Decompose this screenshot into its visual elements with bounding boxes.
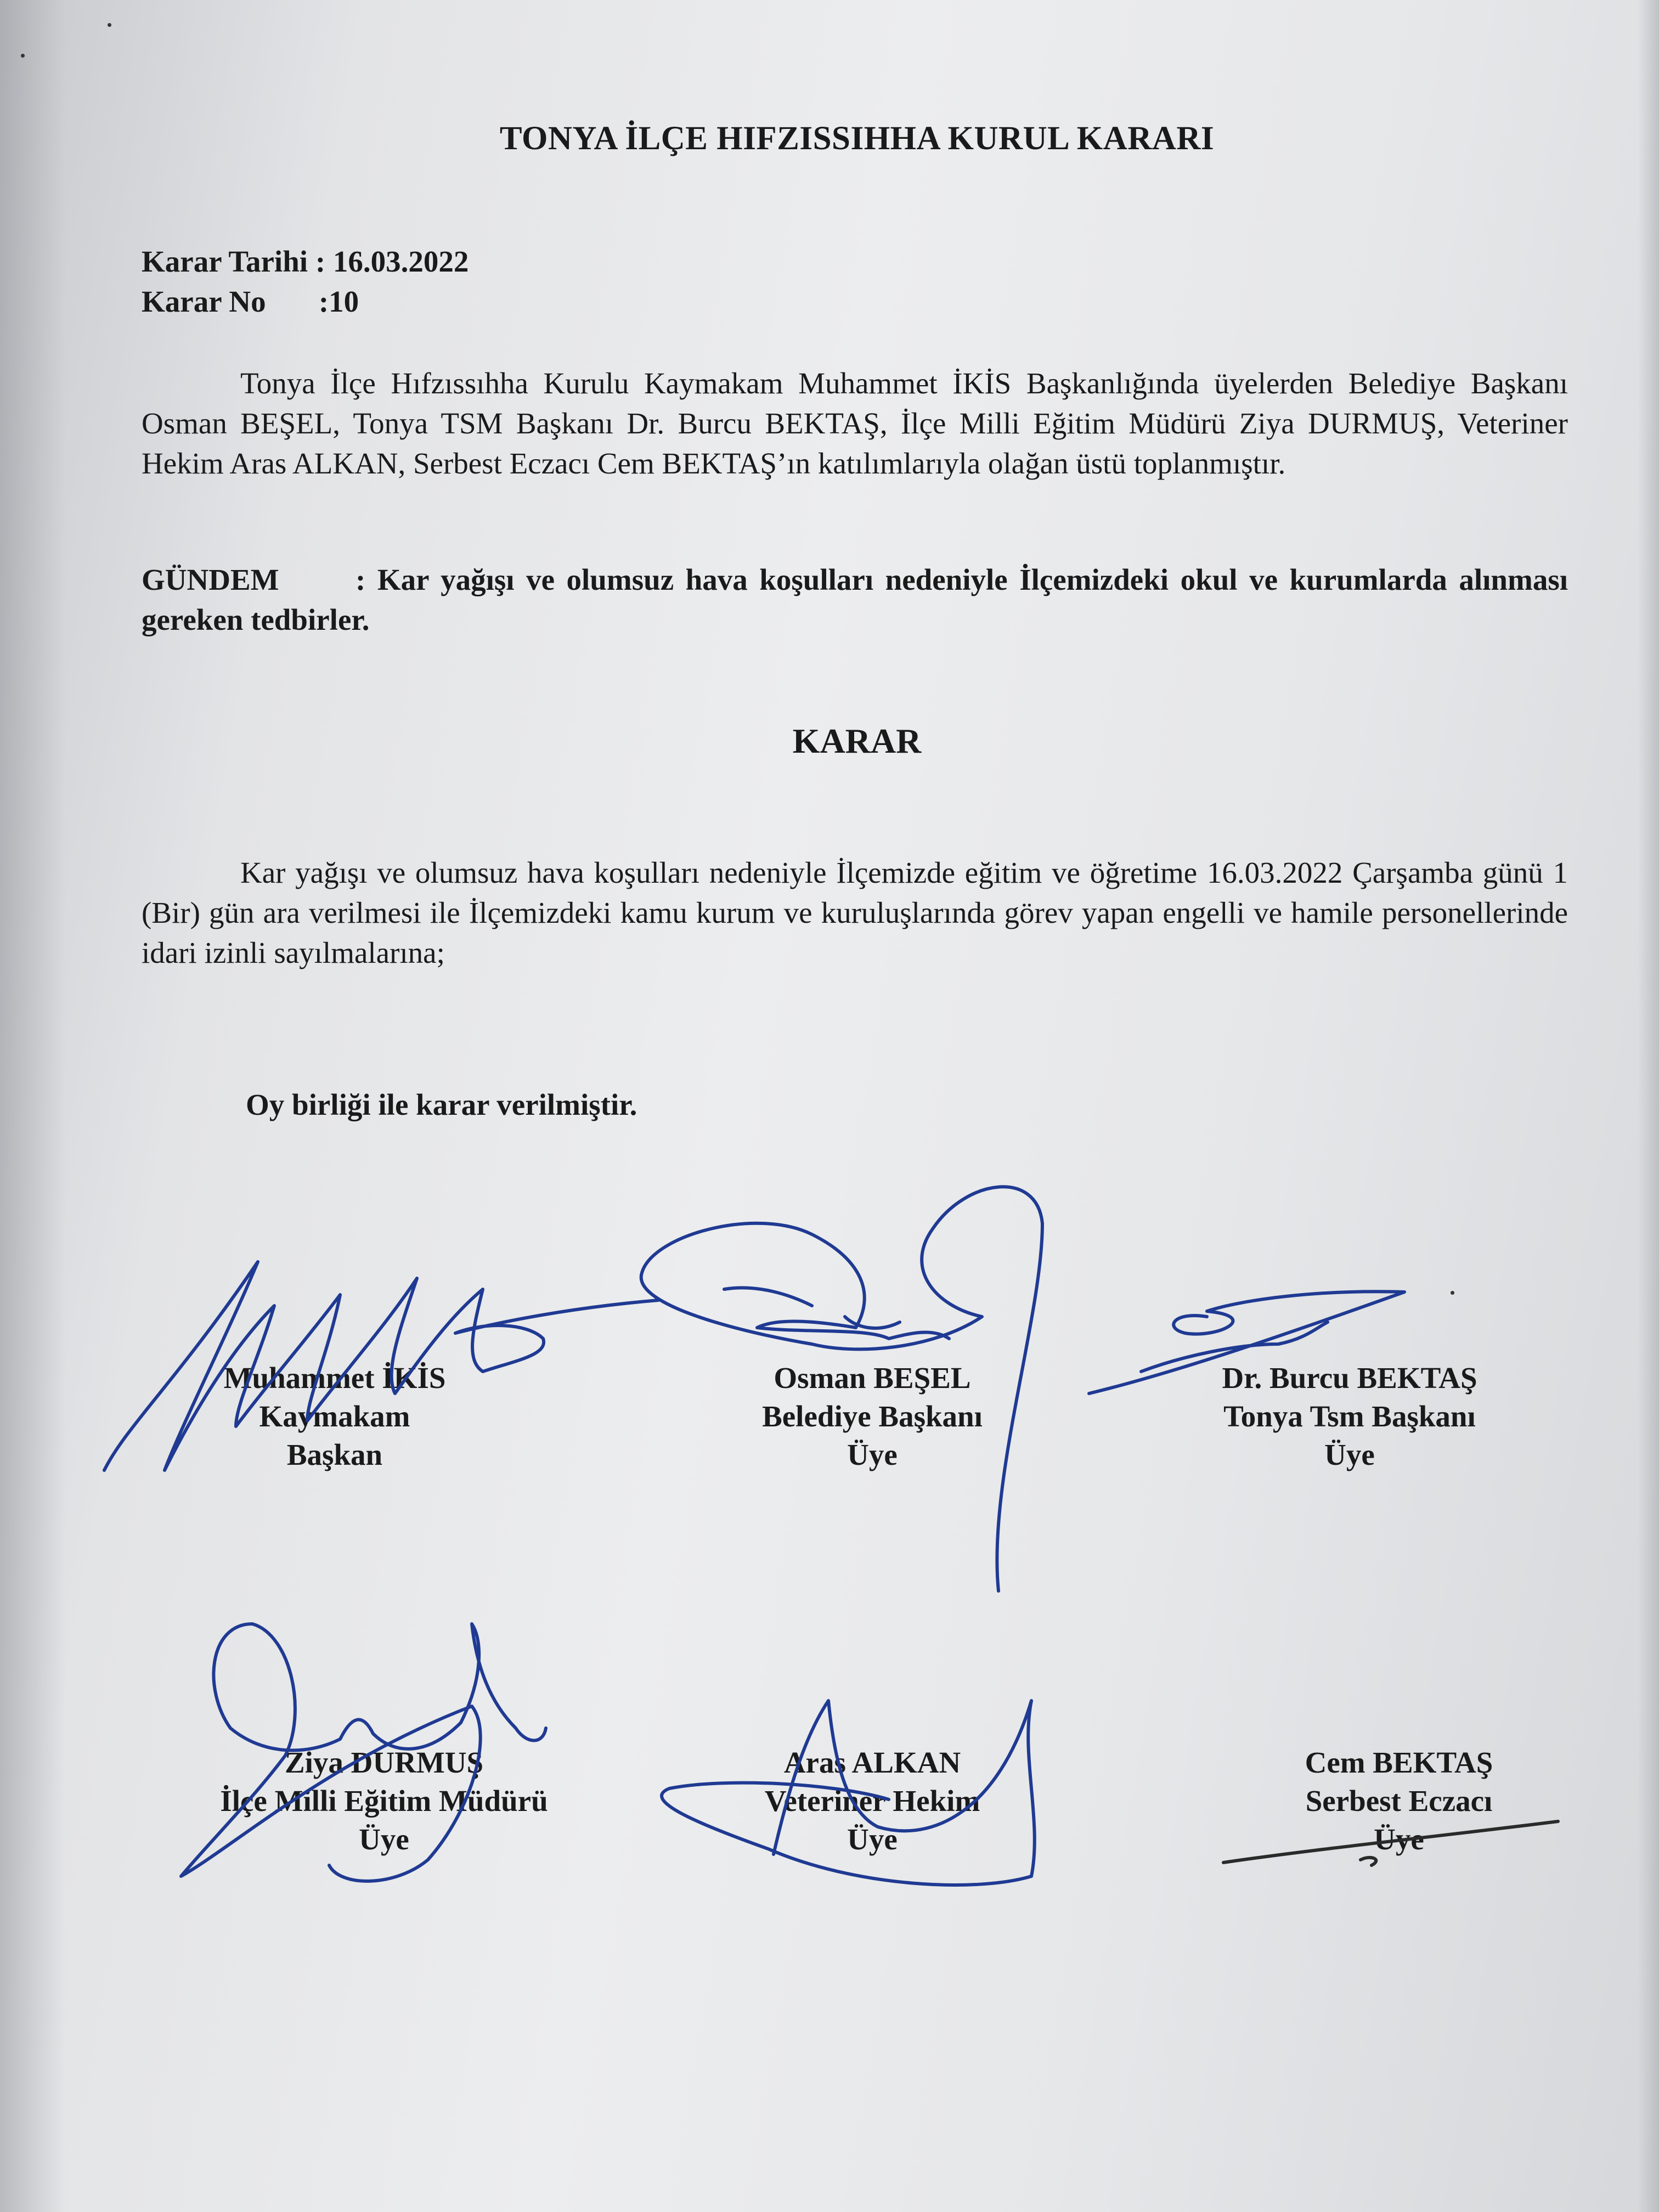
agenda-text: : Kar yağışı ve olumsuz hava koşulları nedeniyle İlçemizdeki okul ve kurumlarda alınması gereken tedbirler. bbox=[142, 563, 1568, 636]
signatory-role: Üye bbox=[847, 1438, 898, 1471]
signatory-title: Tonya Tsm Başkanı bbox=[1223, 1400, 1476, 1433]
ink-speck bbox=[108, 23, 111, 27]
signatory-name: Muhammet İKİS bbox=[223, 1361, 446, 1395]
decision-date: Karar Tarihi : 16.03.2022 bbox=[142, 245, 469, 278]
decision-number: Karar No :10 bbox=[142, 285, 359, 318]
page-edge-shadow bbox=[1638, 0, 1659, 2212]
signatory-name: Dr. Burcu BEKTAŞ bbox=[1222, 1361, 1477, 1395]
signatory-block-5 bbox=[719, 1743, 1026, 1859]
signatory-name: Osman BEŞEL bbox=[774, 1361, 971, 1395]
signatory-role: Üye bbox=[1324, 1438, 1375, 1471]
ink-speck bbox=[1451, 1291, 1454, 1295]
signatory-title: Kaymakam bbox=[259, 1400, 410, 1433]
decision-heading: KARAR bbox=[792, 721, 922, 760]
signatory-block-6 bbox=[1251, 1743, 1547, 1859]
document-title: TONYA İLÇE HIFZISSIHHA KURUL KARARI bbox=[499, 120, 1215, 157]
page-shadow bbox=[0, 0, 66, 2212]
intro-paragraph: Tonya İlçe Hıfzıssıhha Kurulu Kaymakam Muhammet İKİS Başkanlığında üyelerden Belediye Başkanı Osman BEŞEL, Tonya TSM Başkanı Dr. Burcu BEKTAŞ, İlçe Milli Eğitim Müdürü Ziya DURMUŞ, Veteriner Hekim Aras ALKAN, Serbest Eczacı Cem BEKTAŞ’ın katılımlarıyla olağan üstü toplanmıştır. bbox=[142, 366, 1568, 480]
signatory-title: Serbest Eczacı bbox=[1305, 1784, 1493, 1818]
signatory-title: İlçe Milli Eğitim Müdürü bbox=[220, 1784, 548, 1818]
decision-paragraph: Kar yağışı ve olumsuz hava koşulları nedeniyle İlçemizde eğitim ve öğretime 16.03.2022 Çarşamba günü 1 (Bir) gün ara verilmesi ile İlçemizdeki kamu kurum ve kuruluşlarında görev yapan engelli ve hamile personellerinde idari izinli sayılmalarına; bbox=[142, 856, 1568, 969]
signatory-block-1 bbox=[181, 1359, 488, 1474]
agenda-label: GÜNDEM bbox=[142, 563, 279, 596]
signatory-name: Aras ALKAN bbox=[783, 1746, 961, 1779]
signatory-name: Ziya DURMUŞ bbox=[284, 1746, 484, 1779]
conclusion-statement: Oy birliği ile karar verilmiştir. bbox=[246, 1088, 637, 1121]
signatory-title: Veteriner Hekim bbox=[764, 1784, 980, 1818]
signatory-block-2 bbox=[713, 1359, 1031, 1474]
signatory-role: Başkan bbox=[286, 1438, 383, 1471]
signatory-role: Üye bbox=[847, 1822, 898, 1856]
agenda bbox=[142, 560, 1568, 640]
signatory-role: Üye bbox=[359, 1822, 409, 1856]
signature-belediye-mark bbox=[724, 1288, 900, 1328]
signatory-role: Üye bbox=[1374, 1822, 1424, 1856]
signatory-name: Cem BEKTAŞ bbox=[1305, 1746, 1493, 1779]
signatory-block-4 bbox=[187, 1743, 582, 1859]
ink-speck bbox=[21, 54, 25, 58]
signatory-title: Belediye Başkanı bbox=[762, 1400, 983, 1433]
signatory-block-3 bbox=[1180, 1359, 1520, 1474]
